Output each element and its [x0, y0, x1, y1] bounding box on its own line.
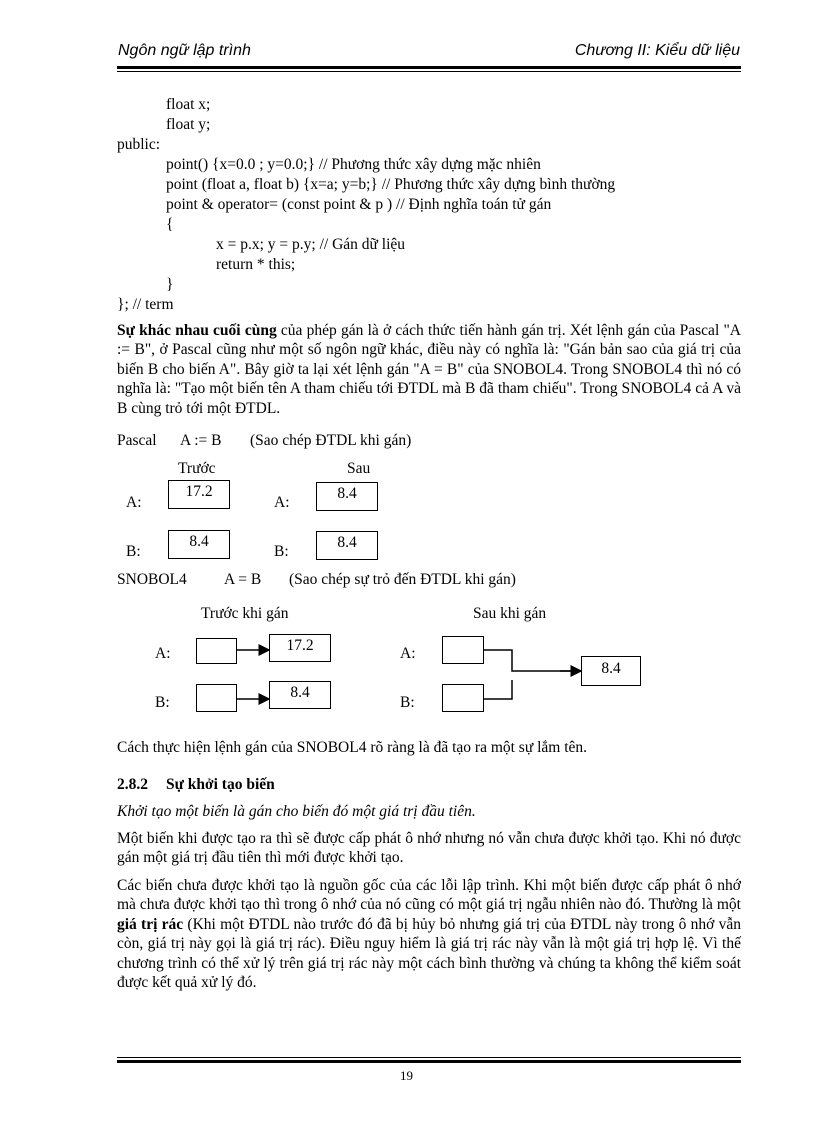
code-line: {: [166, 216, 174, 233]
pascal-label: Pascal: [117, 432, 157, 449]
pascal-a-after-cell: 8.4: [316, 482, 378, 511]
snobol-b-pointer-after: [442, 684, 484, 712]
code-line: }; // term: [117, 296, 174, 313]
snobol-b-label-after: B:: [400, 694, 415, 711]
paragraph-garbage-value: [117, 876, 741, 992]
paragraph-aliasing: Cách thực hiện lệnh gán của SNOBOL4 rõ ràng là đã tạo ra một sự lắm tên.: [117, 739, 588, 756]
code-line: point (float a, float b) {x=a; y=b;} // Phương thức xây dựng bình thường: [166, 176, 616, 193]
bold-term: giá trị rác: [117, 915, 184, 933]
snobol-before-label: Trước khi gán: [201, 605, 289, 622]
snobol-after-label: Sau khi gán: [473, 605, 547, 622]
code-line: point & operator= (const point & p ) // Định nghĩa toán tử gán: [166, 196, 552, 213]
pascal-b-after-cell: 8.4: [316, 531, 378, 560]
footer-rule-thin: [117, 1057, 741, 1058]
paragraph-initialization: Một biến khi được tạo ra thì sẽ được cấp phát ô nhớ nhưng nó vẫn chưa được khởi tạo. Khi nó được gán một giá trị đầu tiên thì mới được khởi tạo.: [117, 830, 741, 867]
snobol-a-label: A:: [155, 645, 171, 662]
bold-lead: Sự khác nhau cuối cùng: [117, 322, 277, 339]
snobol-shared-value-cell: 8.4: [581, 656, 641, 686]
section-title: Sự khởi tạo biến: [166, 776, 275, 793]
snobol-a-label-after: A:: [400, 645, 416, 662]
code-line: point() {x=0.0 ; y=0.0;} // Phương thức xây dựng mặc nhiên: [166, 156, 541, 173]
pascal-statement: A := B: [180, 432, 222, 449]
pascal-b-before-cell: 8.4: [168, 530, 230, 559]
pascal-b-label-after: B:: [274, 543, 289, 560]
header-right: Chương II: Kiểu dữ liệu: [574, 42, 740, 59]
snobol-statement: A = B: [224, 571, 262, 588]
code-line: float x;: [166, 96, 211, 113]
pascal-after-label: Sau: [347, 460, 371, 477]
header-left: Ngôn ngữ lập trình: [118, 42, 251, 59]
snobol-b-pointer-before: [196, 684, 237, 712]
paragraph-text: Các biến chưa được khởi tạo là nguồn gốc của các lỗi lập trình. Khi một biến được cấp phát ô nhớ mà chưa được khởi tạo thì trong ô nhớ của nó cũng có một giá trị ngẫu nhiên nào đó. Thường là một: [117, 877, 741, 914]
pascal-before-label: Trước: [178, 460, 216, 477]
pascal-a-label-after: A:: [274, 494, 290, 511]
snobol-b-value-cell: 8.4: [269, 681, 331, 709]
snobol-b-label: B:: [155, 694, 170, 711]
snobol-label: SNOBOL4: [117, 571, 187, 588]
code-line: public:: [117, 136, 161, 153]
paragraph-text: (Khi một ĐTDL nào trước đó đã bị hủy bỏ nhưng giá trị của ĐTDL này trong ô nhớ vẫn còn, giá trị này gọi là giá trị rác). Điều nguy hiểm là giá trị rác này vẫn là một giá trị hợp lệ. Vì thế chương trình có thể xử lý trên giá trị rác này một cách bình thường và chúng ta không thể kiểm soát được kết quả xử lý đó.: [117, 915, 741, 992]
definition-text: Khởi tạo một biến là gán cho biến đó một giá trị đầu tiên.: [117, 803, 476, 820]
arrow-a-after: [484, 650, 581, 671]
pascal-a-label: A:: [126, 494, 142, 511]
pascal-b-label: B:: [126, 543, 141, 560]
arrow-b-after: [484, 680, 512, 699]
section-number: 2.8.2: [117, 776, 148, 793]
code-line: return * this;: [216, 256, 296, 273]
snobol-a-value-cell: 17.2: [269, 634, 331, 662]
pascal-note: (Sao chép ĐTDL khi gán): [250, 432, 412, 449]
code-line: float y;: [166, 116, 211, 133]
code-line: }: [166, 276, 174, 293]
paragraph-text: của phép gán là ở cách thức tiến hành gán trị. Xét lệnh gán của Pascal "A := B", ở Pascal cũng như một số ngôn ngữ khác, điều này có nghĩa là: "Gán bản sao của giá trị của biến B cho biến A". Bây giờ ta lại xét lệnh gán "A = B" của SNOBOL4. Trong SNOBOL4 thì nó có nghĩa là: "Tạo một biến tên A tham chiếu tới ĐTDL mà B đã tham chiếu". Trong SNOBOL4 cả A và B cùng trỏ tới một ĐTDL.: [117, 322, 741, 417]
code-line: x = p.x; y = p.y; // Gán dữ liệu: [216, 236, 406, 253]
footer-rule: [117, 1060, 741, 1063]
snobol-a-pointer-after: [442, 636, 484, 664]
pascal-a-before-cell: 17.2: [168, 480, 230, 509]
snobol-note: (Sao chép sự trỏ đến ĐTDL khi gán): [289, 571, 516, 588]
snobol-a-pointer-before: [196, 638, 237, 664]
page-number: 19: [400, 1068, 413, 1083]
